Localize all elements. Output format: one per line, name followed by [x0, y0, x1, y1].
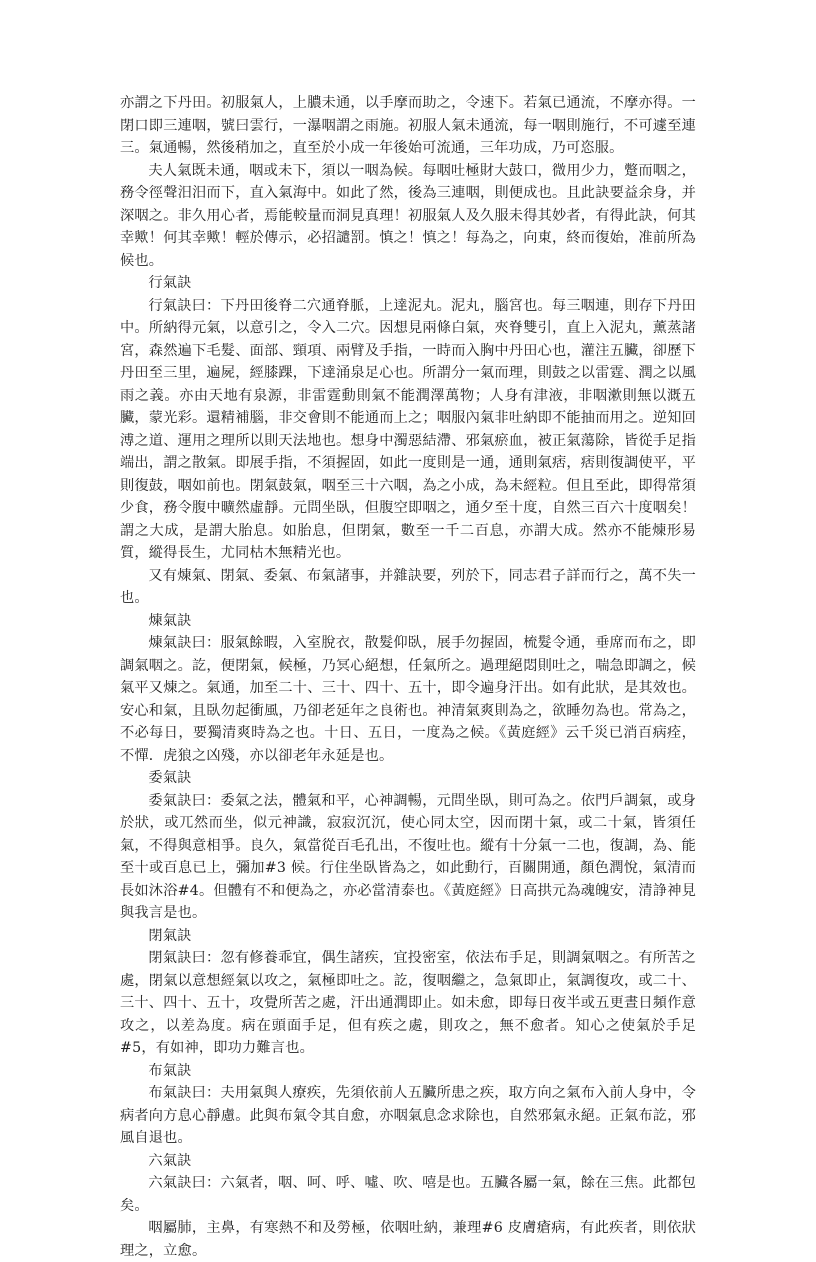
paragraph: 咽屬肺，主鼻，有寒熱不和及勞極，依咽吐納，兼理#6 皮膚瘡病，有此疾者，則依狀理之，立愈。	[120, 1220, 696, 1259]
section-heading: 委氣訣	[148, 770, 192, 786]
section-heading: 布氣訣	[148, 1062, 192, 1079]
paragraph: 又有煉氣、閉氣、委氣、布氣諸事，并雜訣要，列於下，同志君子詳而行之，萬不失一也。	[120, 567, 696, 606]
paragraph: 布氣訣曰：夫用氣與人療疾，先須依前人五臟所患之疾，取方向之氣布入前人身中，令病者向方息心靜慮。此與布氣令其自愈，亦咽氣息念求除也，自然邪氣永絕。正氣布訖，邪風自退也。	[120, 1085, 696, 1146]
document-body	[120, 92, 696, 1262]
paragraph: 六氣訣曰：六氣者，咽、呵、呼、噓、吹、嘻是也。五臟各屬一氣，餘在三焦。此都包矣。	[120, 1175, 696, 1214]
paragraph: 委氣訣曰：委氣之法，體氣和平，心神調暢，元問坐臥，則可為之。依門戶調氣，或身於狀，或兀然而坐，似元神識，寂寂沉沉，使心同太空，因而閉十氣，或二十氣，皆須任氣，不得與意相爭。良久，氣當從百毛孔出，不復吐也。縱有十分氣一二也，復調，為、能至十或百息已上，彌加#3 候。行住坐臥皆為之，如此動行，百關開通，顏色潤悅，氣清而長如沐浴#4。但體有不和便為之，亦必當清泰也。《黃庭經》日高拱元為魂魄安，清諍神見與我言是也。	[120, 792, 696, 921]
paragraph: 亦謂之下丹田。初服氣人，上膿未通，以手摩而助之，令速下。若氣已通流，不摩亦得。一閉口即三連咽，號曰雲行，一瀑咽謂之雨施。初服人氣未通流，每一咽則施行，不可遽至連三。氣通暢，然後稍加之，直至於小成一年後始可流通，三年功成，乃可恣服。	[120, 95, 696, 156]
section-heading: 煉氣訣	[148, 612, 192, 629]
paragraph: 行氣訣曰：下丹田後脊二穴通脊脈，上達泥丸。泥丸，腦宮也。每三咽連，則存下丹田中。所納得元氣，以意引之，令入二穴。因想見兩條白氣，夾脊雙引，直上入泥丸，薰蒸諸宮，森然遍下毛髮、面部、頸項、兩臂及手指，一時而入胸中丹田心也，灌注五臟，卻歷下丹田至三里，遍屍，經膝踝，下達涌泉足心也。所謂分一氣而理，則鼓之以雷霆、潤之以風雨之義。亦由天地有泉源，非雷霆動則氣不能潤澤萬物；人身有津液，非咽漱則無以溉五臟，蒙光彩。還精補腦，非交會則不能通而上之；咽服內氣非吐納即不能抽而用之。逆知回溥之道、運用之理所以則天法地也。想身中濁惡結滯、邪氣瘀血，被正氣蕩除，皆從手足指端出，謂之散氣。即展手指，不須握固，如此一度則是一通，通則氣痞，痞則復調使平，平則復鼓，咽如前也。閉氣鼓氣，咽至三十六咽，為之小成，為未經粒。但且至此，即得常須少食，務令腹中曠然虛靜。元問坐臥，但腹空即咽之，通夕至十度，自然三百六十度咽矣！謂之大成，是謂大胎息。如胎息，但閉氣，數至一千二百息，亦謂大成。然亦不能煉形易質，縱得長生，尤同枯木無精光也。	[120, 297, 696, 561]
section-heading: 行氣訣	[148, 275, 192, 291]
paragraph: 煉氣訣曰：服氣餘暇，入室脫衣，散髮仰臥，展手勿握固，梳髮令通，垂席而布之，即調氣咽之。訖，便閉氣，候極，乃冥心絕想，任氣所之。過理絕悶則吐之，喘急即調之，候氣平又煉之。氣通，加至二十、三十、四十、五十，即令遍身汗出。如有此狀，是其效也。安心和氣，且臥勿起衝風，乃卻老延年之良術也。神清氣爽則為之，欲睡勿為也。常為之，不必每日，要獨清爽時為之也。十日、五日，一度為之候。《黃庭經》云千災已消百病痊，不憚．虎狼之凶殘，亦以卻老年永延是也。	[120, 635, 696, 764]
section-heading: 閉氣訣	[148, 927, 192, 944]
paragraph: 夫人氣既未通，咽或未下，須以一咽為候。每咽吐極財大鼓口，微用少力，蹩而咽之，務令徑聲汨汨而下，直入氣海中。如此了然，後為三連咽，則便成也。且此訣要益余身，并深咽之。非久用心者，焉能較量而洞見真理！初服氣人及久服未得其妙者，有得此訣，何其幸歟！何其幸歟！輕於傳示，必招譴罰。慎之！慎之！每為之，向東，終而復始，准前所為候也。	[120, 162, 696, 269]
section-heading: 六氣訣	[148, 1152, 192, 1169]
paragraph: 閉氣訣曰：忽有修養乖宜，偶生諸疾，宜投密室，依法布手足，則調氣咽之。有所苦之處，閉氣以意想經氣以攻之，氣極即吐之。訖，復咽繼之，急氣即止，氣調復攻，或二十、三十、四十、五十，攻覺所苦之處，汗出通潤即止。如未愈，即每日夜半或五更晝日頻作意攻之，以差為度。病在頭面手足，但有疾之處，則攻之，無不愈者。知心之使氣於手足#5，有如神，即功力難言也。	[120, 950, 696, 1056]
